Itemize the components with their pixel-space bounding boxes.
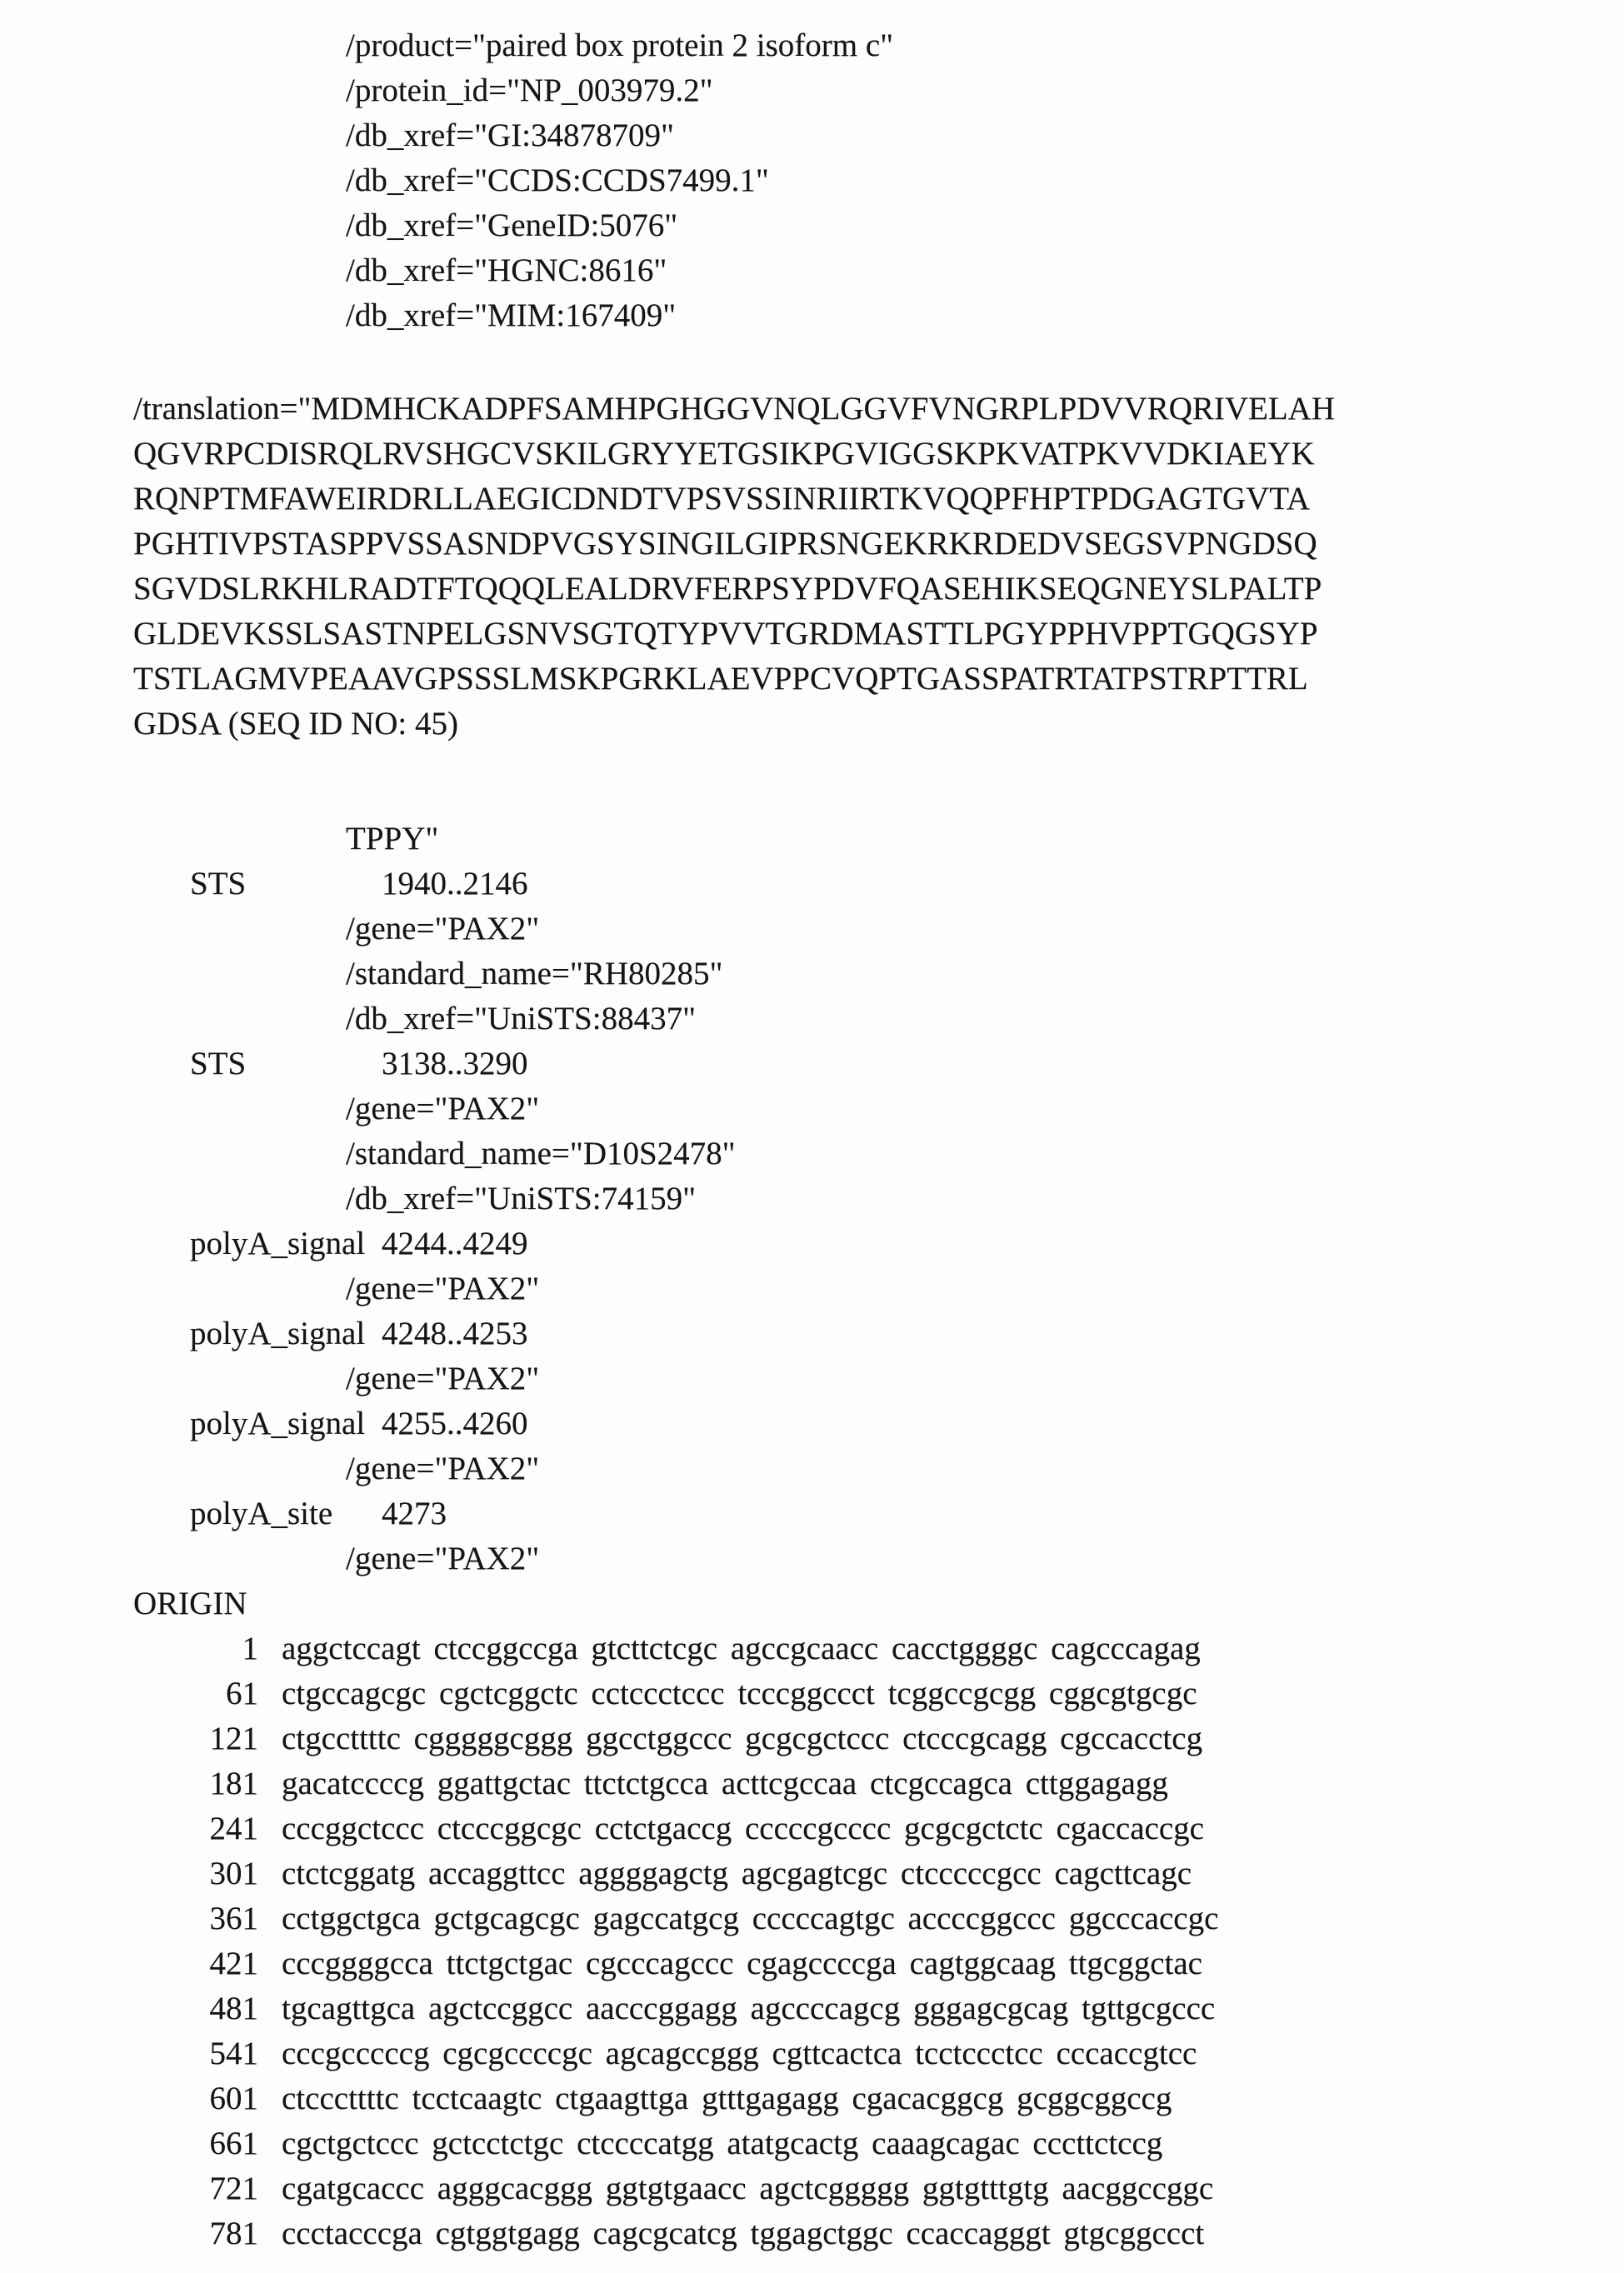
translation-block (0, 387, 1624, 747)
qualifier-continuation-line: TPPY" (346, 821, 439, 857)
feature-row (0, 1311, 1624, 1356)
sequence-line-number: 121 (209, 1721, 258, 1756)
sequence-line-number: 661 (209, 2126, 258, 2161)
sequence-block (0, 1626, 1624, 2256)
feature-row (0, 1401, 1624, 1446)
feature-key: polyA_signal (190, 1406, 366, 1441)
sequence-line-number: 601 (209, 2081, 258, 2116)
translation-line: SGVDSLRKHLRADTFTQQQLEALDRVFERPSYPDVFQASEHIKSEQGNEYSLPALTP (133, 571, 1322, 607)
sequence-bases: cccgcccccg cgcgccccgc agcagccggg cgttcactca tcctccctcc cccaccgtcc (282, 2036, 1197, 2071)
translation-line: GDSA (SEQ ID NO: 45) (133, 706, 458, 742)
translation-line: PGHTIVPSTASPPVSSASNDPVGSYSINGILGIPRSNGEKRKRDEDVSEGSVPNGDSQ (133, 526, 1317, 562)
feature-location: 4248..4253 (382, 1316, 528, 1351)
sequence-bases: cctggctgca gctgcagcgc gagccatgcg cccccagtgc accccggccc ggcccaccgc (282, 1901, 1219, 1936)
feature-row (0, 862, 1624, 907)
feature-qualifier-line: /gene="PAX2" (346, 911, 540, 947)
sequence-line-number: 181 (209, 1766, 258, 1801)
sequence-bases: ccctacccga cgtggtgagg cagcgcatcg tggagctggc ccaccagggt gtgcggccct (282, 2216, 1205, 2251)
qualifier-line: /protein_id="NP_003979.2" (346, 72, 713, 108)
feature-location: 4244..4249 (382, 1226, 528, 1261)
sequence-line-number: 301 (209, 1856, 258, 1891)
sequence-row (0, 1761, 1624, 1806)
sequence-bases: ctgccttttc cgggggcggg ggcctggccc gcgcgctccc ctcccgcagg cgccacctcg (282, 1721, 1203, 1756)
sequence-row (0, 2076, 1624, 2121)
sequence-line-number: 421 (209, 1946, 258, 1981)
sequence-line-number: 481 (209, 1991, 258, 2026)
feature-row (0, 1221, 1624, 1266)
feature-key: polyA_signal (190, 1226, 366, 1261)
sequence-line-number: 721 (209, 2171, 258, 2206)
sequence-row (0, 1806, 1624, 1851)
sequence-bases: cccggggcca ttctgctgac cgcccagccc cgagccccga cagtggcaag ttgcggctac (282, 1946, 1202, 1981)
sequence-row (0, 2031, 1624, 2076)
sequence-line-number: 361 (209, 1901, 258, 1936)
sequence-row (0, 1626, 1624, 1671)
feature-qualifiers-block (0, 23, 1624, 338)
feature-qualifier-line: /db_xref="UniSTS:88437" (346, 1001, 696, 1037)
feature-qualifier-line: /standard_name="D10S2478" (346, 1136, 736, 1171)
feature-location: 3138..3290 (382, 1046, 528, 1082)
sequence-row (0, 1986, 1624, 2031)
feature-location: 4273 (382, 1496, 447, 1531)
sequence-line-number: 61 (226, 1676, 258, 1711)
qualifier-line: /product="paired box protein 2 isoform c" (346, 27, 894, 63)
feature-key: STS (190, 1046, 247, 1082)
origin-label: ORIGIN (133, 1586, 247, 1621)
sequence-row (0, 2166, 1624, 2211)
translation-line: RQNPTMFAWEIRDRLLAEGICDNDTVPSVSSINRIIRTKVQQPFHPTPDGAGTGVTA (133, 481, 1311, 517)
sequence-row (0, 1896, 1624, 1941)
feature-key: STS (190, 866, 247, 902)
sequence-line-number: 1 (242, 1631, 258, 1666)
feature-row (0, 1491, 1624, 1536)
sequence-row (0, 2211, 1624, 2256)
sequence-bases: cgctgctccc gctcctctgc ctccccatgg atatgcactg caaagcagac cccttctccg (282, 2126, 1163, 2161)
sequence-bases: ctctcggatg accaggttcc aggggagctg agcgagtcgc ctcccccgcc cagcttcagc (282, 1856, 1192, 1891)
feature-key: polyA_site (190, 1496, 333, 1531)
sequence-bases: gacatccccg ggattgctac ttctctgcca acttcgccaa ctcgccagca cttggagagg (282, 1766, 1168, 1801)
sequence-bases: ctcccttttc tcctcaagtc ctgaagttga gtttgagagg cgacacggcg gcggcggccg (282, 2081, 1172, 2116)
feature-qualifier-line: /gene="PAX2" (346, 1361, 540, 1396)
sequence-bases: aggctccagt ctccggccga gtcttctcgc agccgcaacc cacctggggc cagcccagag (282, 1631, 1201, 1666)
feature-location: 1940..2146 (382, 866, 528, 902)
qualifier-line: /db_xref="HGNC:8616" (346, 252, 667, 288)
qualifier-line: /db_xref="MIM:167409" (346, 297, 677, 333)
translation-line: /translation="MDMHCKADPFSAMHPGHGGVNQLGGVFVNGRPLPDVVRQRIVELAH (133, 391, 1336, 427)
translation-line: GLDEVKSSLSASTNPELGSNVSGTQTYPVVTGRDMASTTLPGYPPHVPPTGQGSYP (133, 616, 1318, 652)
sequence-row (0, 1671, 1624, 1716)
sequence-row (0, 2121, 1624, 2166)
feature-qualifier-line: /gene="PAX2" (346, 1271, 540, 1306)
feature-qualifier-line: /db_xref="UniSTS:74159" (346, 1181, 696, 1216)
qualifier-line: /db_xref="GeneID:5076" (346, 207, 678, 243)
translation-line: TSTLAGMVPEAAVGPSSSLMSKPGRKLAEVPPCVQPTGASSPATRTATPSTRPTTRL (133, 661, 1308, 697)
feature-qualifier-line: /standard_name="RH80285" (346, 956, 723, 992)
sequence-row (0, 1851, 1624, 1896)
sequence-bases: ctgccagcgc cgctcggctc cctccctccc tcccggccct tcggccgcgg cggcgtgcgc (282, 1676, 1197, 1711)
sequence-line-number: 241 (209, 1811, 258, 1846)
sequence-bases: cgatgcaccc agggcacggg ggtgtgaacc agctcggggg ggtgtttgtg aacggccggc (282, 2171, 1214, 2206)
sequence-bases: tgcagttgca agctccggcc aacccggagg agccccagcg gggagcgcag tgttgcgccc (282, 1991, 1216, 2026)
qualifier-line: /db_xref="CCDS:CCDS7499.1" (346, 162, 769, 198)
features-block (0, 817, 1624, 1581)
translation-line: QGVRPCDISRQLRVSHGCVSKILGRYYETGSIKPGVIGGSKPKVATPKVVDKIAEYK (133, 436, 1315, 472)
feature-qualifier-line: /gene="PAX2" (346, 1451, 540, 1486)
feature-key: polyA_signal (190, 1316, 366, 1351)
sequence-row (0, 1941, 1624, 1986)
feature-qualifier-line: /gene="PAX2" (346, 1541, 540, 1576)
feature-location: 4255..4260 (382, 1406, 528, 1441)
sequence-line-number: 781 (209, 2216, 258, 2251)
feature-qualifier-line: /gene="PAX2" (346, 1091, 540, 1127)
sequence-bases: cccggctccc ctcccggcgc cctctgaccg cccccgcccc gcgcgctctc cgaccaccgc (282, 1811, 1204, 1846)
sequence-line-number: 541 (209, 2036, 258, 2071)
sequence-row (0, 1716, 1624, 1761)
qualifier-line: /db_xref="GI:34878709" (346, 117, 674, 153)
feature-row (0, 1042, 1624, 1087)
